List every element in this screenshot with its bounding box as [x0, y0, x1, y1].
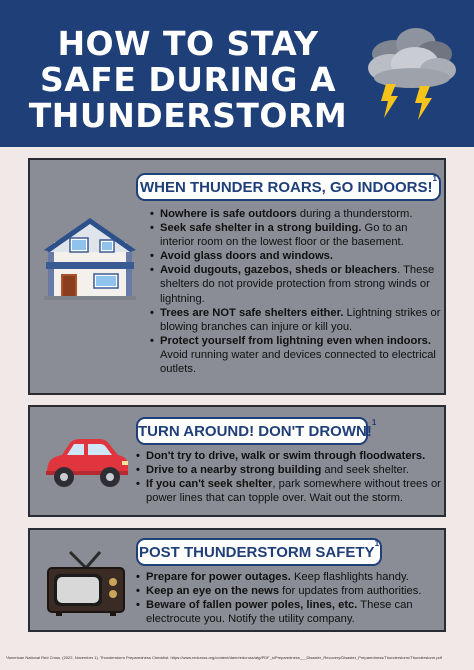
list-item: • Don't try to drive, walk or swim through floodwaters.: [136, 449, 442, 463]
list-item: • Protect yourself from lightning even when indoors. Avoid running water and devices connected to electrical outlets.: [150, 334, 442, 376]
list-item: • Prepare for power outages. Keep flashlights handy.: [136, 570, 442, 584]
indoors-panel: [28, 158, 446, 395]
post-storm-heading: POST THUNDERSTORM SAFETY$^1$: [136, 538, 382, 566]
list-item: • If you can't seek shelter, park somewhere without trees or power lines that can topple over. Wait out the storm.: [136, 477, 442, 505]
list-item: • Trees are NOT safe shelters either. Lightning strikes or blowing branches can injure or kill you.: [150, 306, 442, 334]
house-icon: [44, 216, 136, 305]
title-line-3: THUNDERSTORM: [28, 96, 348, 135]
list-item: • Avoid glass doors and windows.: [150, 249, 442, 263]
list-item: • Drive to a nearby strong building and seek shelter.: [136, 463, 442, 477]
list-item: • Keep an eye on the news for updates from authorities.: [136, 584, 442, 598]
flood-panel: [28, 405, 446, 517]
car-icon: [42, 435, 132, 496]
flood-list: [136, 449, 442, 505]
television-icon: [46, 550, 126, 621]
title-line-2: SAFE DURING A: [40, 60, 336, 99]
post-storm-panel: [28, 528, 446, 632]
list-item: • Beware of fallen power poles, lines, etc. These can electrocute you. Notify the utility company.: [136, 598, 442, 626]
list-item: • Nowhere is safe outdoors during a thunderstorm.: [150, 207, 442, 221]
header-banner: [0, 0, 474, 147]
indoors-list: [150, 207, 442, 376]
list-item: • Avoid dugouts, gazebos, sheds or bleachers. These shelters do not provide protection from strong winds or lightning.: [150, 263, 442, 305]
citation-footer: ¹American National Red Cross. (2022, November 1). Thunderstorm Preparedness Checklist. https://www.redcross.org/content/dam/redcross/atg/PDF_s/Preparedness___Disaster_Recovery/Disaster_Preparedness/Thunderstorm/Thunderstorm.pdf: [6, 655, 442, 660]
list-item: • Seek safe shelter in a strong building. Go to an interior room on the lowest floor or the basement.: [150, 221, 442, 249]
flood-heading: TURN AROUND! DON'T DROWN!$^1$: [136, 417, 368, 445]
post-storm-list: [136, 570, 442, 626]
storm-cloud-icon: [360, 24, 460, 124]
indoors-heading: WHEN THUNDER ROARS, GO INDOORS!$^1$: [136, 173, 441, 201]
page-title: [18, 26, 358, 134]
title-line-1: HOW TO STAY: [57, 24, 319, 63]
